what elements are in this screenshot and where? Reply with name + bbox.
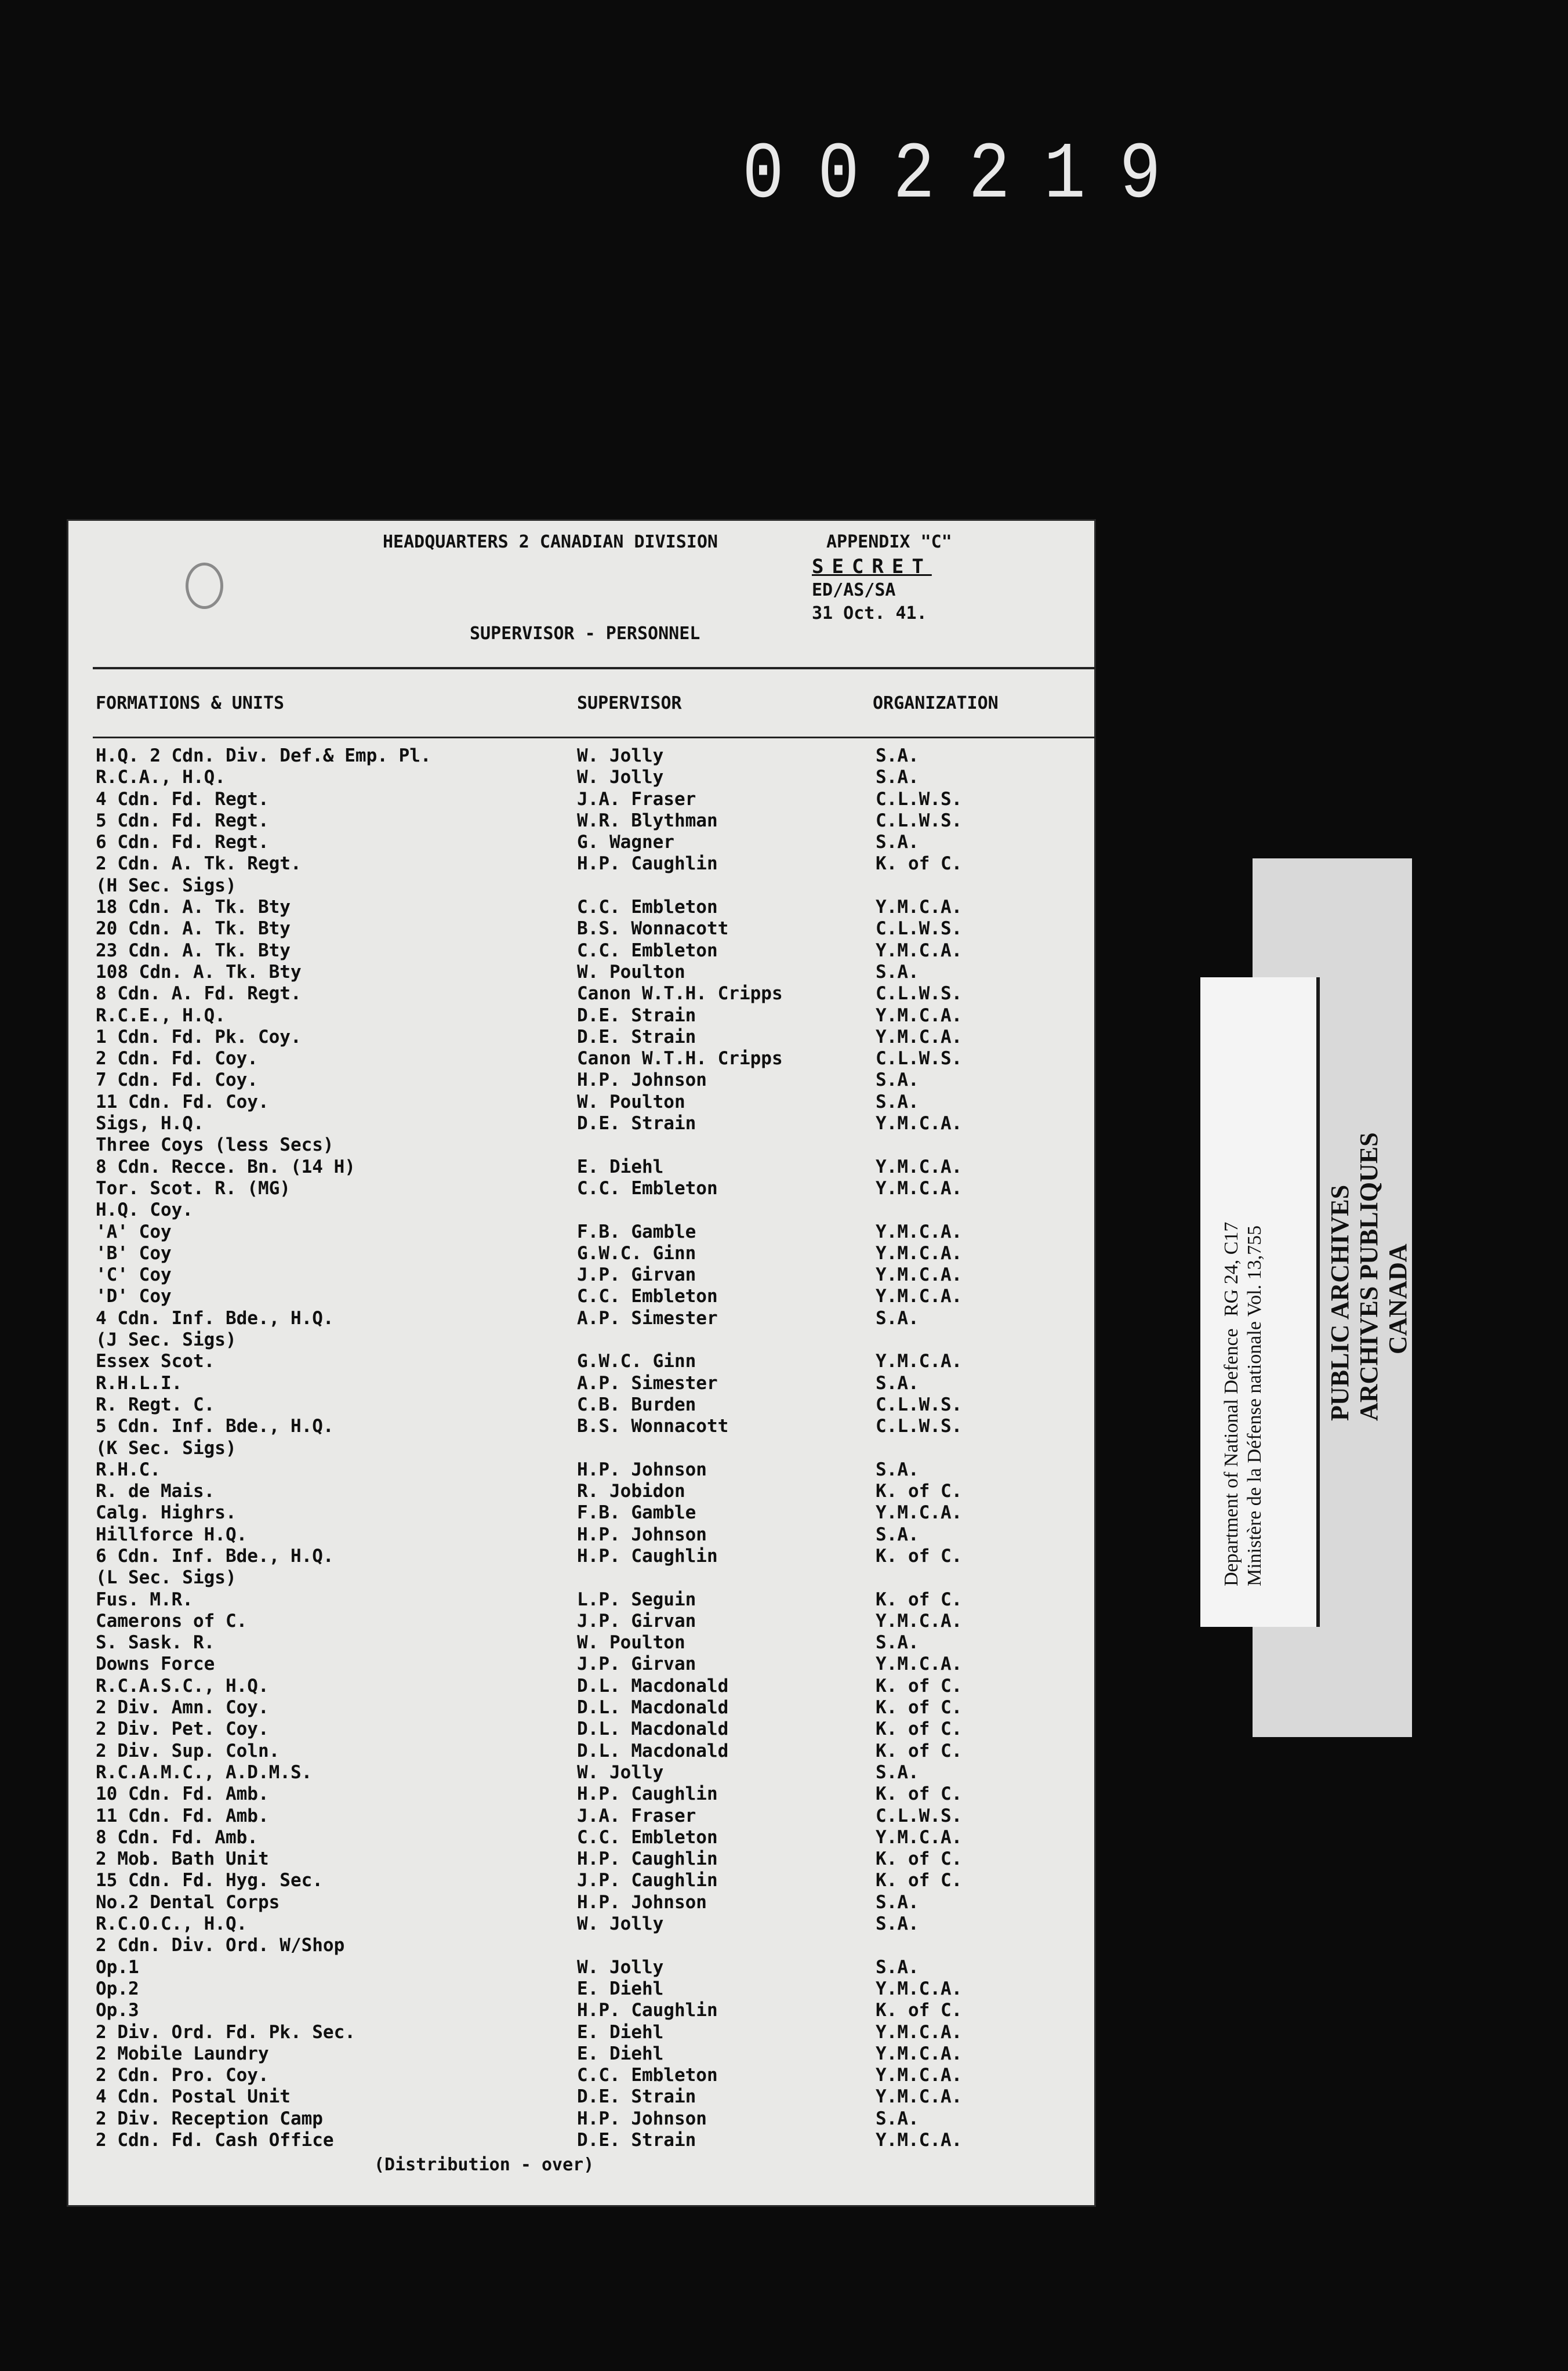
- table-row: [93, 745, 1090, 767]
- organization-cell: S.A.: [876, 1372, 919, 1394]
- table-row: [93, 1481, 1090, 1502]
- table-row: [93, 1308, 1090, 1329]
- unit-cell: Three Coys (less Secs): [96, 1134, 334, 1156]
- organization-cell: Y.M.C.A.: [876, 2043, 963, 2064]
- table-row: [93, 2000, 1090, 2021]
- table-row: [93, 1697, 1090, 1719]
- supervisor-cell: H.P. Johnson: [577, 1459, 707, 1480]
- supervisor-cell: G. Wagner: [577, 832, 674, 853]
- unit-cell: 2 Cdn. Pro. Coy.: [96, 2065, 269, 2086]
- supervisor-cell: E. Diehl: [577, 1156, 664, 1177]
- supervisor-cell: D.E. Strain: [577, 1113, 696, 1134]
- table-row: [93, 2065, 1090, 2086]
- supervisor-cell: H.P. Johnson: [577, 2108, 707, 2129]
- organization-cell: S.A.: [876, 961, 919, 983]
- organization-cell: K. of C.: [876, 1697, 963, 1719]
- unit-cell: R. de Mais.: [96, 1481, 215, 1502]
- unit-cell: Op.1: [96, 1956, 139, 1978]
- organization-cell: Y.M.C.A.: [876, 1005, 963, 1026]
- stamp-department-fr: Ministère de la Défense nationale: [1244, 1321, 1265, 1586]
- organization-cell: S.A.: [876, 832, 919, 853]
- supervisor-cell: C.C. Embleton: [577, 1826, 718, 1848]
- supervisor-cell: J.P. Girvan: [577, 1264, 696, 1286]
- table-row: [93, 2086, 1090, 2108]
- unit-cell: 'B' Coy: [96, 1242, 172, 1264]
- supervisor-cell: Canon W.T.H. Cripps: [577, 1048, 783, 1070]
- supervisor-cell: D.L. Macdonald: [577, 1740, 729, 1761]
- unit-cell: R.H.C.: [96, 1459, 161, 1480]
- organization-cell: S.A.: [876, 1524, 919, 1545]
- table-row: [93, 1134, 1090, 1156]
- unit-cell: 4 Cdn. Fd. Regt.: [96, 788, 269, 810]
- organization-cell: S.A.: [876, 745, 919, 766]
- unit-cell: Sigs, H.Q.: [96, 1113, 204, 1134]
- unit-cell: 5 Cdn. Inf. Bde., H.Q.: [96, 1416, 334, 1437]
- table-row: [93, 1870, 1090, 1891]
- organization-cell: Y.M.C.A.: [876, 1221, 963, 1242]
- unit-cell: 1 Cdn. Fd. Pk. Coy.: [96, 1026, 302, 1047]
- organization-cell: K. of C.: [876, 1740, 963, 1761]
- table-row: [93, 2108, 1090, 2130]
- organization-cell: Y.M.C.A.: [876, 2065, 963, 2086]
- table-row: [93, 789, 1090, 810]
- organization-cell: Y.M.C.A.: [876, 1156, 963, 1177]
- organization-cell: Y.M.C.A.: [876, 897, 963, 918]
- column-header-organization: ORGANIZATION: [873, 693, 999, 713]
- unit-cell: 15 Cdn. Fd. Hyg. Sec.: [96, 1870, 323, 1891]
- organization-cell: Y.M.C.A.: [876, 1502, 963, 1524]
- organization-cell: Y.M.C.A.: [876, 1113, 963, 1134]
- organization-cell: S.A.: [876, 1307, 919, 1329]
- supervisor-cell: H.P. Caughlin: [577, 1783, 718, 1805]
- table-row: [93, 1632, 1090, 1654]
- unit-cell: Op.3: [96, 2000, 139, 2021]
- table-row: [93, 1611, 1090, 1632]
- table-row: [93, 918, 1090, 940]
- organization-cell: S.A.: [876, 1070, 919, 1091]
- unit-cell: 11 Cdn. Fd. Coy.: [96, 1091, 269, 1112]
- divider: [93, 737, 1096, 738]
- organization-cell: Y.M.C.A.: [876, 1654, 963, 1675]
- table-row: [93, 1221, 1090, 1243]
- organization-cell: K. of C.: [876, 1481, 963, 1502]
- unit-cell: H.Q. 2 Cdn. Div. Def.& Emp. Pl.: [96, 745, 431, 766]
- supervisor-cell: J.P. Caughlin: [577, 1870, 718, 1891]
- supervisor-cell: D.E. Strain: [577, 1026, 696, 1047]
- table-row: [93, 1048, 1090, 1070]
- supervisor-cell: B.S. Wonnacott: [577, 918, 729, 940]
- unit-cell: 6 Cdn. Inf. Bde., H.Q.: [96, 1545, 334, 1567]
- table-row: [93, 1806, 1090, 1827]
- column-header-units: FORMATIONS & UNITS: [96, 693, 285, 713]
- organization-cell: K. of C.: [876, 1589, 963, 1610]
- supervisor-cell: F.B. Gamble: [577, 1221, 696, 1242]
- supervisor-cell: D.L. Macdonald: [577, 1675, 729, 1696]
- unit-cell: 2 Cdn. Fd. Coy.: [96, 1048, 258, 1070]
- organization-cell: C.L.W.S.: [876, 918, 963, 940]
- organization-cell: K. of C.: [876, 1848, 963, 1870]
- table-row: [93, 1676, 1090, 1697]
- organization-cell: S.A.: [876, 2108, 919, 2129]
- punch-hole: [186, 563, 223, 609]
- unit-cell: 5 Cdn. Fd. Regt.: [96, 810, 269, 831]
- unit-cell: 6 Cdn. Fd. Regt.: [96, 832, 269, 853]
- unit-cell: 'D' Coy: [96, 1286, 172, 1307]
- supervisor-cell: G.W.C. Ginn: [577, 1242, 696, 1264]
- unit-cell: R.C.O.C., H.Q.: [96, 1913, 248, 1935]
- table-row: [93, 1351, 1090, 1372]
- unit-cell: 8 Cdn. Recce. Bn. (14 H): [96, 1156, 355, 1177]
- unit-cell: Calg. Highrs.: [96, 1502, 237, 1524]
- table-row: [93, 1286, 1090, 1307]
- supervisor-cell: W. Jolly: [577, 1761, 664, 1783]
- organization-cell: Y.M.C.A.: [876, 1264, 963, 1286]
- unit-cell: 2 Div. Pet. Coy.: [96, 1719, 269, 1740]
- unit-cell: R.C.A., H.Q.: [96, 767, 226, 788]
- supervisor-cell: W. Jolly: [577, 767, 664, 788]
- unit-cell: (J Sec. Sigs): [96, 1329, 237, 1351]
- supervisor-cell: G.W.C. Ginn: [577, 1351, 696, 1372]
- supervisor-cell: E. Diehl: [577, 2043, 664, 2064]
- supervisor-cell: H.P. Caughlin: [577, 2000, 718, 2021]
- supervisor-cell: B.S. Wonnacott: [577, 1416, 729, 1437]
- organization-cell: K. of C.: [876, 1870, 963, 1891]
- table-row: [93, 1762, 1090, 1783]
- organization-cell: K. of C.: [876, 2000, 963, 2021]
- supervisor-cell: C.C. Embleton: [577, 2065, 718, 2086]
- table-row: [93, 897, 1090, 918]
- table-row: [93, 1394, 1090, 1416]
- supervisor-cell: C.C. Embleton: [577, 940, 718, 961]
- classification-label: SECRET: [812, 555, 932, 578]
- organization-cell: C.L.W.S.: [876, 1394, 963, 1415]
- supervisor-cell: W. Poulton: [577, 1632, 685, 1654]
- table-row: [93, 1741, 1090, 1762]
- unit-cell: 2 Cdn. Div. Ord. W/Shop: [96, 1935, 345, 1956]
- column-header-supervisor: SUPERVISOR: [577, 693, 682, 713]
- supervisor-cell: C.B. Burden: [577, 1394, 696, 1415]
- unit-cell: 'C' Coy: [96, 1264, 172, 1286]
- supervisor-cell: H.P. Caughlin: [577, 1848, 718, 1870]
- unit-cell: Downs Force: [96, 1654, 215, 1675]
- supervisor-cell: D.E. Strain: [577, 2086, 696, 2108]
- organization-cell: Y.M.C.A.: [876, 2130, 963, 2151]
- unit-cell: (H Sec. Sigs): [96, 875, 237, 896]
- organization-cell: C.L.W.S.: [876, 810, 963, 831]
- organization-cell: Y.M.C.A.: [876, 2086, 963, 2108]
- table-row: [93, 832, 1090, 853]
- table-row: [93, 1092, 1090, 1113]
- table-row: [93, 1719, 1090, 1740]
- unit-cell: 20 Cdn. A. Tk. Bty: [96, 918, 291, 940]
- supervisor-cell: D.L. Macdonald: [577, 1697, 729, 1719]
- table-row: [93, 2022, 1090, 2043]
- supervisor-cell: W. Jolly: [577, 1913, 664, 1935]
- table-row: [93, 962, 1090, 983]
- table-row: [93, 1502, 1090, 1524]
- organization-cell: K. of C.: [876, 1545, 963, 1567]
- unit-cell: 2 Div. Reception Camp: [96, 2108, 323, 2129]
- supervisor-cell: J.P. Girvan: [577, 1654, 696, 1675]
- table-row: [93, 1070, 1090, 1091]
- table-row: [93, 1913, 1090, 1935]
- supervisor-cell: D.L. Macdonald: [577, 1719, 729, 1740]
- supervisor-cell: W. Jolly: [577, 1956, 664, 1978]
- unit-cell: 2 Cdn. A. Tk. Regt.: [96, 853, 302, 875]
- supervisor-cell: Canon W.T.H. Cripps: [577, 983, 783, 1005]
- table-row: [93, 1243, 1090, 1264]
- supervisor-cell: D.E. Strain: [577, 1005, 696, 1026]
- organization-cell: S.A.: [876, 767, 919, 788]
- stamp-canada: CANADA: [1384, 1243, 1412, 1354]
- supervisor-cell: H.P. Caughlin: [577, 1545, 718, 1567]
- unit-cell: 10 Cdn. Fd. Amb.: [96, 1783, 269, 1805]
- organization-cell: S.A.: [876, 1459, 919, 1480]
- unit-cell: 2 Cdn. Fd. Cash Office: [96, 2130, 334, 2151]
- unit-cell: R.H.L.I.: [96, 1372, 183, 1394]
- unit-cell: 18 Cdn. A. Tk. Bty: [96, 897, 291, 918]
- unit-cell: H.Q. Coy.: [96, 1199, 193, 1221]
- unit-cell: Hillforce H.Q.: [96, 1524, 248, 1545]
- stamp-volume: Vol. 13,755: [1244, 1225, 1265, 1317]
- unit-cell: 2 Div. Sup. Coln.: [96, 1740, 280, 1761]
- stamp-record-group: RG 24, C17: [1221, 1221, 1242, 1317]
- unit-cell: 'A' Coy: [96, 1221, 172, 1242]
- unit-cell: No.2 Dental Corps: [96, 1891, 280, 1913]
- organization-cell: S.A.: [876, 1632, 919, 1654]
- organization-cell: K. of C.: [876, 1783, 963, 1805]
- organization-cell: Y.M.C.A.: [876, 940, 963, 961]
- table-row: [93, 1783, 1090, 1805]
- organization-cell: S.A.: [876, 1891, 919, 1913]
- unit-cell: S. Sask. R.: [96, 1632, 215, 1654]
- table-row: [93, 1373, 1090, 1394]
- unit-cell: 7 Cdn. Fd. Coy.: [96, 1070, 258, 1091]
- table-row: [93, 875, 1090, 897]
- supervisor-cell: C.C. Embleton: [577, 897, 718, 918]
- supervisor-cell: C.C. Embleton: [577, 1286, 718, 1307]
- supervisor-cell: W. Jolly: [577, 745, 664, 766]
- table-row: [93, 1848, 1090, 1870]
- organization-cell: K. of C.: [876, 853, 963, 875]
- table-row: [93, 1157, 1090, 1178]
- table-row: [93, 1524, 1090, 1546]
- unit-cell: Essex Scot.: [96, 1351, 215, 1372]
- table-row: [93, 1178, 1090, 1199]
- table-row: [93, 940, 1090, 962]
- organization-cell: K. of C.: [876, 1719, 963, 1740]
- document-subtitle: SUPERVISOR - PERSONNEL: [470, 623, 700, 644]
- table-row: [93, 1027, 1090, 1048]
- reference-code: ED/AS/SA: [812, 580, 896, 600]
- supervisor-cell: H.P. Johnson: [577, 1070, 707, 1091]
- supervisor-cell: J.A. Fraser: [577, 1805, 696, 1826]
- unit-cell: 4 Cdn. Postal Unit: [96, 2086, 291, 2108]
- table-row: [93, 1935, 1090, 1956]
- unit-cell: Fus. M.R.: [96, 1589, 193, 1610]
- supervisor-cell: W.R. Blythman: [577, 810, 718, 831]
- organization-cell: Y.M.C.A.: [876, 1826, 963, 1848]
- supervisor-cell: L.P. Seguin: [577, 1589, 696, 1610]
- unit-cell: 11 Cdn. Fd. Amb.: [96, 1805, 269, 1826]
- supervisor-cell: R. Jobidon: [577, 1481, 685, 1502]
- unit-cell: R.C.A.M.C., A.D.M.S.: [96, 1761, 313, 1783]
- unit-cell: R. Regt. C.: [96, 1394, 215, 1415]
- table-row: [93, 1827, 1090, 1848]
- unit-cell: R.C.E., H.Q.: [96, 1005, 226, 1026]
- organization-cell: Y.M.C.A.: [876, 1177, 963, 1199]
- unit-cell: R.C.A.S.C., H.Q.: [96, 1675, 269, 1696]
- unit-cell: 8 Cdn. Fd. Amb.: [96, 1826, 258, 1848]
- supervisor-cell: E. Diehl: [577, 1978, 664, 1999]
- organization-cell: K. of C.: [876, 1675, 963, 1696]
- table-row: [93, 1892, 1090, 1913]
- table-row: [93, 1567, 1090, 1589]
- organization-cell: S.A.: [876, 1761, 919, 1783]
- supervisor-cell: W. Poulton: [577, 1091, 685, 1112]
- unit-cell: Op.2: [96, 1978, 139, 1999]
- unit-cell: 2 Div. Amn. Coy.: [96, 1697, 269, 1719]
- organization-cell: Y.M.C.A.: [876, 1026, 963, 1047]
- unit-cell: 108 Cdn. A. Tk. Bty: [96, 961, 302, 983]
- unit-cell: 8 Cdn. A. Fd. Regt.: [96, 983, 302, 1005]
- organization-cell: C.L.W.S.: [876, 983, 963, 1005]
- table-row: [93, 853, 1090, 875]
- organization-cell: Y.M.C.A.: [876, 1351, 963, 1372]
- table-row: [93, 1329, 1090, 1351]
- organization-cell: C.L.W.S.: [876, 1805, 963, 1826]
- supervisor-cell: C.C. Embleton: [577, 1177, 718, 1199]
- organization-cell: Y.M.C.A.: [876, 1242, 963, 1264]
- table-row: [93, 1589, 1090, 1611]
- table-row: [93, 1459, 1090, 1481]
- appendix-label: APPENDIX "C": [826, 532, 952, 552]
- organization-cell: S.A.: [876, 1956, 919, 1978]
- supervisor-cell: J.A. Fraser: [577, 788, 696, 810]
- supervisor-cell: A.P. Simester: [577, 1307, 718, 1329]
- supervisor-cell: A.P. Simester: [577, 1372, 718, 1394]
- organization-cell: Y.M.C.A.: [876, 1286, 963, 1307]
- table-row: [93, 810, 1090, 832]
- stamp-archives-publiques: ARCHIVES PUBLIQUES: [1355, 1132, 1383, 1421]
- document-page: [67, 519, 1096, 2207]
- table-row: [93, 767, 1090, 788]
- organization-cell: C.L.W.S.: [876, 1048, 963, 1070]
- supervisor-cell: D.E. Strain: [577, 2130, 696, 2151]
- supervisor-cell: H.P. Johnson: [577, 1524, 707, 1545]
- table-row: [93, 2043, 1090, 2065]
- document-title: HEADQUARTERS 2 CANADIAN DIVISION: [383, 532, 718, 552]
- table-row: [93, 1199, 1090, 1221]
- table-row: [93, 1264, 1090, 1286]
- supervisor-cell: F.B. Gamble: [577, 1502, 696, 1524]
- divider: [93, 667, 1096, 669]
- organization-cell: C.L.W.S.: [876, 1416, 963, 1437]
- table-row: [93, 983, 1090, 1005]
- table-row: [93, 2130, 1090, 2151]
- unit-cell: (K Sec. Sigs): [96, 1437, 237, 1459]
- unit-cell: 23 Cdn. A. Tk. Bty: [96, 940, 291, 961]
- table-row: [93, 1005, 1090, 1027]
- table-row: [93, 1113, 1090, 1134]
- table-row: [93, 1546, 1090, 1567]
- unit-cell: 2 Div. Ord. Fd. Pk. Sec.: [96, 2021, 355, 2043]
- organization-cell: Y.M.C.A.: [876, 1610, 963, 1632]
- unit-cell: (L Sec. Sigs): [96, 1567, 237, 1589]
- stamp-department-en: Department of National Defence: [1221, 1328, 1242, 1586]
- frame-number: 002219: [742, 130, 1195, 222]
- organization-cell: Y.M.C.A.: [876, 2021, 963, 2043]
- unit-cell: 2 Mob. Bath Unit: [96, 1848, 269, 1870]
- table-row: [93, 1416, 1090, 1437]
- supervisor-cell: E. Diehl: [577, 2021, 664, 2043]
- organization-cell: Y.M.C.A.: [876, 1978, 963, 1999]
- unit-cell: Camerons of C.: [96, 1610, 248, 1632]
- supervisor-cell: H.P. Johnson: [577, 1891, 707, 1913]
- supervisor-cell: J.P. Girvan: [577, 1610, 696, 1632]
- distribution-note: (Distribution - over): [374, 2155, 594, 2175]
- personnel-table: [93, 745, 1090, 2151]
- table-row: [93, 1978, 1090, 2000]
- unit-cell: Tor. Scot. R. (MG): [96, 1177, 291, 1199]
- table-row: [93, 1957, 1090, 1978]
- supervisor-cell: H.P. Caughlin: [577, 853, 718, 875]
- unit-cell: 2 Mobile Laundry: [96, 2043, 269, 2064]
- unit-cell: 4 Cdn. Inf. Bde., H.Q.: [96, 1307, 334, 1329]
- organization-cell: S.A.: [876, 1913, 919, 1935]
- table-row: [93, 1654, 1090, 1675]
- stamp-public-archives: PUBLIC ARCHIVES: [1326, 1184, 1354, 1421]
- organization-cell: C.L.W.S.: [876, 788, 963, 810]
- table-row: [93, 1438, 1090, 1459]
- organization-cell: S.A.: [876, 1091, 919, 1112]
- document-date: 31 Oct. 41.: [812, 603, 927, 623]
- supervisor-cell: W. Poulton: [577, 961, 685, 983]
